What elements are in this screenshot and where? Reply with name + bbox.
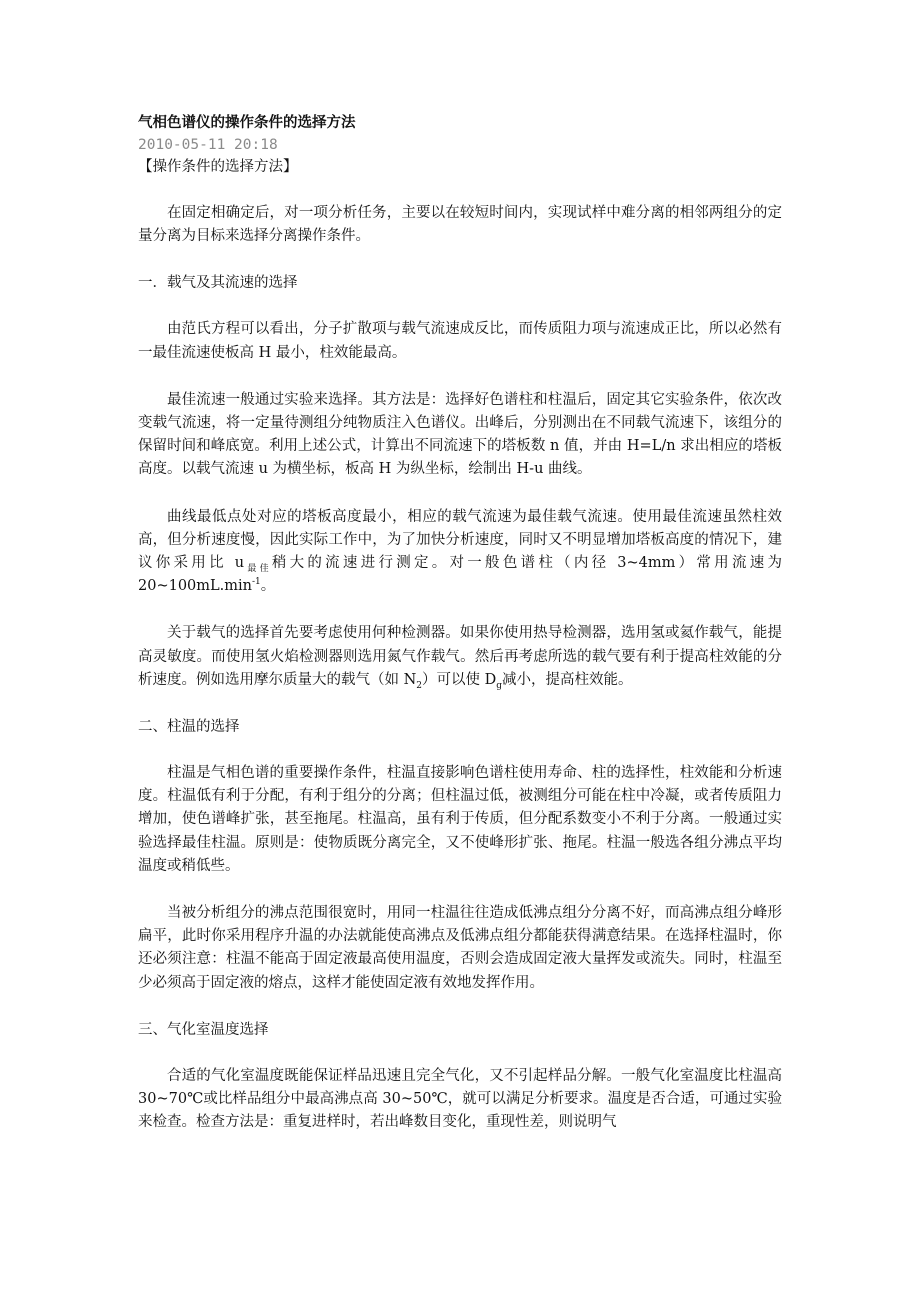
text-run: ）可以使 D [422, 671, 497, 688]
section-2-paragraph-1: 柱温是气相色谱的重要操作条件，柱温直接影响色谱柱使用寿命、柱的选择性，柱效能和分析速度。柱温低有利于分配，有利于组分的分离；但柱温过低，被测组分可能在柱中冷凝，或者传质阻力增加，使色谱峰扩张，甚至拖尾。柱温高，虽有利于传质，但分配系数变小不利于分离。一般通过实验选择最佳柱温。原则是：使物质既分离完全，又不使峰形扩张、拖尾。柱温一般选各组分沸点平均温度或稍低些。 [138, 765, 782, 874]
superscript: -1 [252, 577, 261, 588]
subscript: 2 [416, 680, 423, 691]
subscript: 最佳 [244, 563, 272, 574]
text-run: 稍大的流速进行测定。对一般色谱柱（内径 3~4mm）常用流速为 20~100mL.min [138, 555, 782, 595]
section-1-heading: 一．载气及其流速的选择 [138, 275, 298, 292]
section-1-paragraph-2: 最佳流速一般通过实验来选择。其方法是：选择好色谱柱和柱温后，固定其它实验条件，依次改变载气流速，将一定量待测组分纯物质注入色谱仪。出峰后，分别测出在不同载气流速下，该组分的保留时间和峰底宽。利用上述公式，计算出不同流速下的塔板数 n 值，并由 H=L/n 求出相应的塔板高度。以载气流速 u 为横坐标，板高 H 为纵坐标，绘制出 H-u 曲线。 [138, 391, 782, 478]
intro-paragraph: 在固定相确定后，对一项分析任务，主要以在较短时间内，实现试样中难分离的相邻两组分的定量分离为目标来选择分离操作条件。 [138, 205, 782, 245]
section-3-heading: 三、气化室温度选择 [138, 1021, 269, 1038]
text-run: 减小，提高柱效能。 [502, 671, 633, 688]
section-2-paragraph-2: 当被分析组分的沸点范围很宽时，用同一柱温往往造成低沸点组分分离不好，而高沸点组分峰形扁平，此时你采用程序升温的办法就能使高沸点及低沸点组分都能获得满意结果。在选择柱温时，你还必须注意：柱温不能高于固定液最高使用温度，否则会造成固定液大量挥发或流失。同时，柱温至少必须高于固定液的熔点，这样才能使固定液有效地发挥作用。 [138, 905, 782, 991]
section-2-heading: 二、柱温的选择 [138, 719, 240, 736]
section-1-paragraph-1: 由范氏方程可以看出，分子扩散项与载气流速成反比，而传质阻力项与流速成正比，所以必然有一最佳流速使板高 H 最小，柱效能最高。 [138, 321, 782, 361]
text-run: 关于载气的选择首先要考虑使用何种检测器。如果你使用热导检测器，选用氢或氦作载气，能提高灵敏度。而使用氢火焰检测器则选用氮气作载气。然后再考虑所选的载气要有利于提高柱效能的分析速度。例如选用摩尔质量大的载气（如 N [138, 625, 782, 688]
text-run: 。 [260, 578, 276, 595]
text-run: 曲线最低点处对应的塔板高度最小，相应的载气流速为最佳载气流速。使用最佳流速虽然柱效高，但分析速度慢，因此实际工作中，为了加快分析速度，同时又不明显增加塔板高度的情况下，建议你采用比 u [138, 508, 782, 572]
section-1-paragraph-4 [138, 622, 782, 692]
section-1-paragraph-3 [138, 506, 782, 599]
section-3-paragraph-1: 合适的气化室温度既能保证样品迅速且完全气化，又不引起样品分解。一般气化室温度比柱温高 30~70℃或比样品组分中最高沸点高 30~50℃，就可以满足分析要求。温度是否合适，可通过实验来检查。检查方法是：重复进样时，若出峰数目变化，重现性差，则说明气 [138, 1067, 782, 1131]
article-date: 2010-05-11 20:18 [138, 137, 278, 153]
subscript: g [496, 680, 503, 691]
document-page [138, 112, 782, 1134]
article-title: 气相色谱仪的操作条件的选择方法 [138, 115, 356, 131]
article-subtitle: 【操作条件的选择方法】 [138, 159, 298, 175]
